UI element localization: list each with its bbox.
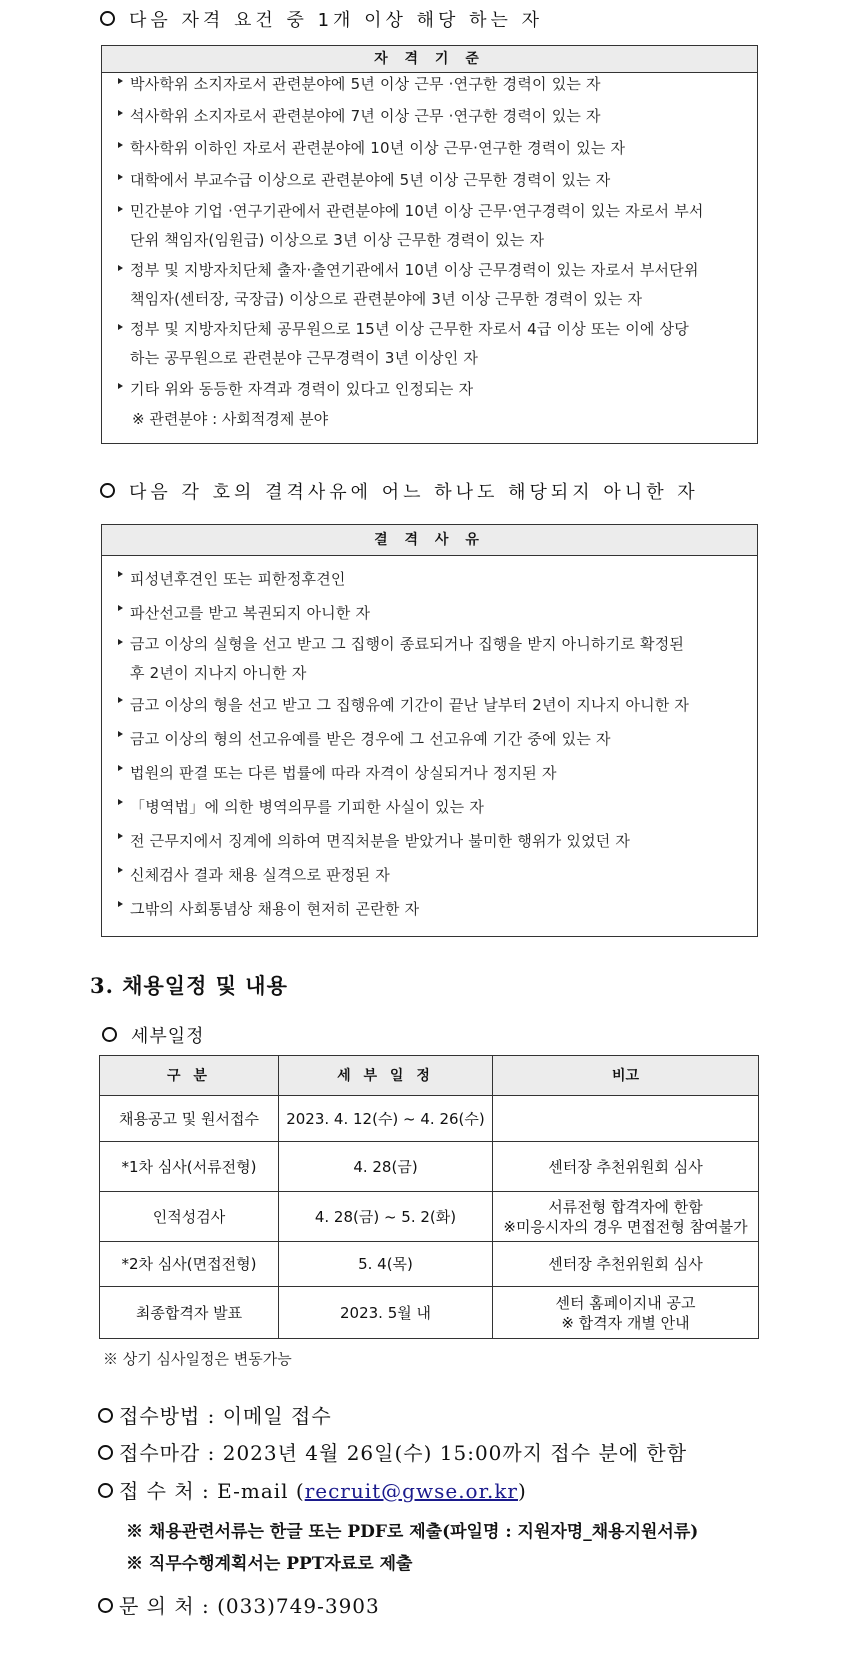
qualification-item-line: 정부 및 지방자치단체 출자·출연기관에서 10년 이상 근무경력이 있는 자로서 부서단위 — [130, 261, 699, 279]
schedule-category-cell — [100, 1287, 279, 1339]
schedule-cell-line: *2차 심사(면접전형) — [121, 1255, 257, 1273]
schedule-subheading-text: 세부일정 — [131, 1026, 205, 1047]
disqualification-heading — [100, 478, 699, 504]
schedule-cell-line: ※미응시자의 경우 면접전형 참여불가 — [503, 1217, 748, 1236]
qualification-item-line: 박사학위 소지자로서 관련분야에 5년 이상 근무 ·연구한 경력이 있는 자 — [130, 75, 601, 93]
qualification-item — [116, 374, 747, 405]
plan-note: ※ 직무수행계획서는 PPT자료로 제출 — [126, 1554, 413, 1574]
disqualification-item-line: 금고 이상의 실형을 선고 받고 그 집행이 종료되거나 집행을 받지 아니하기로 확정된 — [130, 635, 685, 653]
qualification-item — [116, 256, 747, 314]
qualification-item-line: 단위 책임자(임원급) 이상으로 3년 이상 근무한 경력이 있는 자 — [130, 231, 545, 249]
disqualification-item-line: 금고 이상의 형을 선고 받고 그 집행유예 기간이 끝난 날부터 2년이 지나지 아니한 자 — [130, 696, 690, 714]
qualification-item-line: 민간분야 기업 ·연구기관에서 관련분야에 10년 이상 근무·연구경력이 있는 자로서 부서 — [130, 202, 704, 220]
qualification-item-line: 하는 공무원으로 관련분야 근무경력이 3년 이상인 자 — [130, 349, 479, 367]
schedule-cell-line: 인적성검사 — [152, 1207, 226, 1226]
circle-bullet-icon — [100, 11, 115, 26]
qualification-item-line: 기타 위와 동등한 자격과 경력이 있다고 인정되는 자 — [130, 380, 474, 398]
schedule-cell-line: 4. 28(금) — [353, 1157, 418, 1176]
schedule-cell-line: ※ 합격자 개별 안내 — [561, 1313, 690, 1332]
schedule-cell-line: 5. 4(목) — [358, 1255, 413, 1273]
circle-bullet-icon — [98, 1483, 113, 1498]
header-remarks: 비고 — [493, 1056, 759, 1096]
qualification-item-line: 대학에서 부교수급 이상으로 관련분야에 5년 이상 근무한 경력이 있는 자 — [130, 171, 611, 189]
schedule-category-cell — [100, 1242, 279, 1287]
circle-bullet-icon — [100, 483, 115, 498]
qualification-item — [116, 101, 747, 132]
disqualification-item-line: 신체검사 결과 채용 실격으로 판정된 자 — [130, 866, 390, 884]
disqualification-item-line: 금고 이상의 형의 선고유예를 받은 경우에 그 선고유예 기간 중에 있는 자 — [130, 730, 611, 748]
qualification-list — [102, 69, 757, 433]
schedule-date-cell — [279, 1242, 493, 1287]
recipient-email-link[interactable]: recruit@gwse.or.kr — [304, 1479, 518, 1503]
qualification-item — [116, 197, 747, 255]
schedule-category-cell — [100, 1096, 279, 1142]
qualification-item — [116, 315, 747, 373]
disqualification-table — [101, 524, 758, 937]
schedule-cell-line: 채용공고 및 원서접수 — [119, 1109, 259, 1128]
qualification-heading — [100, 6, 543, 32]
circle-bullet-icon — [102, 1027, 117, 1042]
disqualification-item-line: 그밖의 사회통념상 채용이 현저히 곤란한 자 — [130, 900, 420, 918]
schedule-cell-line: 2023. 5월 내 — [339, 1303, 431, 1322]
disqualification-item-line: 피성년후견인 또는 피한정후견인 — [130, 570, 346, 588]
schedule-cell-line: 센터 홈페이지내 공고 — [555, 1293, 696, 1312]
circle-bullet-icon — [98, 1598, 113, 1613]
application-deadline — [98, 1437, 687, 1466]
schedule-row — [100, 1287, 759, 1339]
disqualification-item-line: 파산선고를 받고 복권되지 아니한 자 — [130, 604, 371, 622]
schedule-subheading — [102, 1022, 205, 1048]
schedule-date-cell — [279, 1142, 493, 1192]
schedule-date-cell — [279, 1096, 493, 1142]
recipient-prefix: 접 수 처 : E-mail ( — [119, 1479, 305, 1503]
schedule-remarks-cell — [493, 1287, 759, 1339]
qualification-heading-text: 다음 자격 요건 중 1개 이상 해당 하는 자 — [129, 10, 544, 31]
disqualification-heading-text: 다음 각 호의 결격사유에 어느 하나도 해당되지 아니한 자 — [129, 482, 699, 503]
disqualification-item — [116, 790, 747, 824]
schedule-cell-line: 서류전형 합격자에 한함 — [548, 1197, 703, 1216]
schedule-remarks-cell — [493, 1096, 759, 1142]
qualification-item-line: 학사학위 이하인 자로서 관련분야에 10년 이상 근무·연구한 경력이 있는 자 — [130, 139, 626, 157]
disqualification-item-line: 법원의 판결 또는 다른 법률에 따라 자격이 상실되거나 정지된 자 — [130, 764, 557, 782]
qualification-note: ※ 관련분야 : 사회적경제 분야 — [132, 410, 329, 428]
disqualification-item — [116, 688, 747, 722]
application-recipient — [98, 1475, 527, 1504]
schedule-table — [99, 1055, 759, 1339]
disqualification-item-line: 전 근무지에서 징계에 의하여 면직처분을 받았거나 불미한 행위가 있었던 자 — [130, 832, 631, 850]
application-method-text: 접수방법 : 이메일 접수 — [119, 1404, 332, 1428]
schedule-header-row — [100, 1056, 759, 1096]
schedule-remarks-cell — [493, 1242, 759, 1287]
schedule-row — [100, 1096, 759, 1142]
schedule-row — [100, 1142, 759, 1192]
disqualification-item — [116, 630, 747, 688]
schedule-category-cell — [100, 1192, 279, 1242]
qualification-item — [116, 133, 747, 164]
schedule-category-cell — [100, 1142, 279, 1192]
qualification-table — [101, 45, 758, 444]
schedule-cell-line: 4. 28(금) ~ 5. 2(화) — [314, 1207, 457, 1226]
qualification-item-line: 정부 및 지방자치단체 공무원으로 15년 이상 근무한 자로서 4급 이상 또는 이에 상당 — [130, 320, 689, 338]
qualification-item — [116, 69, 747, 100]
circle-bullet-icon — [98, 1408, 113, 1423]
schedule-row — [100, 1242, 759, 1287]
application-deadline-text: 접수마감 : 2023년 4월 26일(수) 15:00까지 접수 분에 한함 — [119, 1441, 688, 1465]
header-category: 구 분 — [100, 1056, 279, 1096]
qualification-item-line: 책임자(센터장, 국장급) 이상으로 관련분야에 3년 이상 근무한 경력이 있는 자 — [130, 290, 643, 308]
disqualification-item — [116, 596, 747, 630]
schedule-cell-line: 센터장 추천위원회 심사 — [548, 1255, 703, 1273]
header-schedule: 세 부 일 정 — [279, 1056, 493, 1096]
schedule-date-cell — [279, 1287, 493, 1339]
schedule-cell-line: 2023. 4. 12(수) ~ 4. 26(수) — [286, 1109, 485, 1128]
qualification-item — [116, 165, 747, 196]
disqualification-table-title: 결 격 사 유 — [102, 525, 757, 556]
contact-text: 문 의 처 : (033)749-3903 — [119, 1594, 380, 1618]
disqualification-item — [116, 892, 747, 926]
disqualification-item — [116, 562, 747, 596]
schedule-date-cell — [279, 1192, 493, 1242]
disqualification-item — [116, 756, 747, 790]
schedule-cell-line: *1차 심사(서류전형) — [121, 1157, 257, 1176]
disqualification-item — [116, 858, 747, 892]
contact-line — [98, 1590, 380, 1619]
qualification-item-line: 석사학위 소지자로서 관련분야에 7년 이상 근무 ·연구한 경력이 있는 자 — [130, 107, 601, 125]
schedule-row — [100, 1192, 759, 1242]
disqualification-item — [116, 722, 747, 756]
schedule-remarks-cell — [493, 1192, 759, 1242]
circle-bullet-icon — [98, 1445, 113, 1460]
disqualification-list — [102, 556, 757, 926]
schedule-note: ※ 상기 심사일정은 변동가능 — [103, 1350, 292, 1368]
documents-note: ※ 채용관련서류는 한글 또는 PDF로 제출(파일명 : 지원자명_채용지원서류) — [126, 1522, 699, 1542]
schedule-remarks-cell — [493, 1142, 759, 1192]
schedule-cell-line: 센터장 추천위원회 심사 — [548, 1157, 703, 1176]
schedule-cell-line: 최종합격자 발표 — [135, 1303, 243, 1322]
qualification-table-title: 자 격 기 준 — [102, 46, 757, 73]
disqualification-item-line: 후 2년이 지나지 아니한 자 — [130, 664, 307, 682]
disqualification-item-line: 「병역법」에 의한 병역의무를 기피한 사실이 있는 자 — [130, 798, 485, 816]
application-method — [98, 1400, 332, 1429]
recipient-suffix: ) — [518, 1479, 527, 1503]
disqualification-item — [116, 824, 747, 858]
section3-title: 3. 채용일정 및 내용 — [90, 973, 288, 998]
